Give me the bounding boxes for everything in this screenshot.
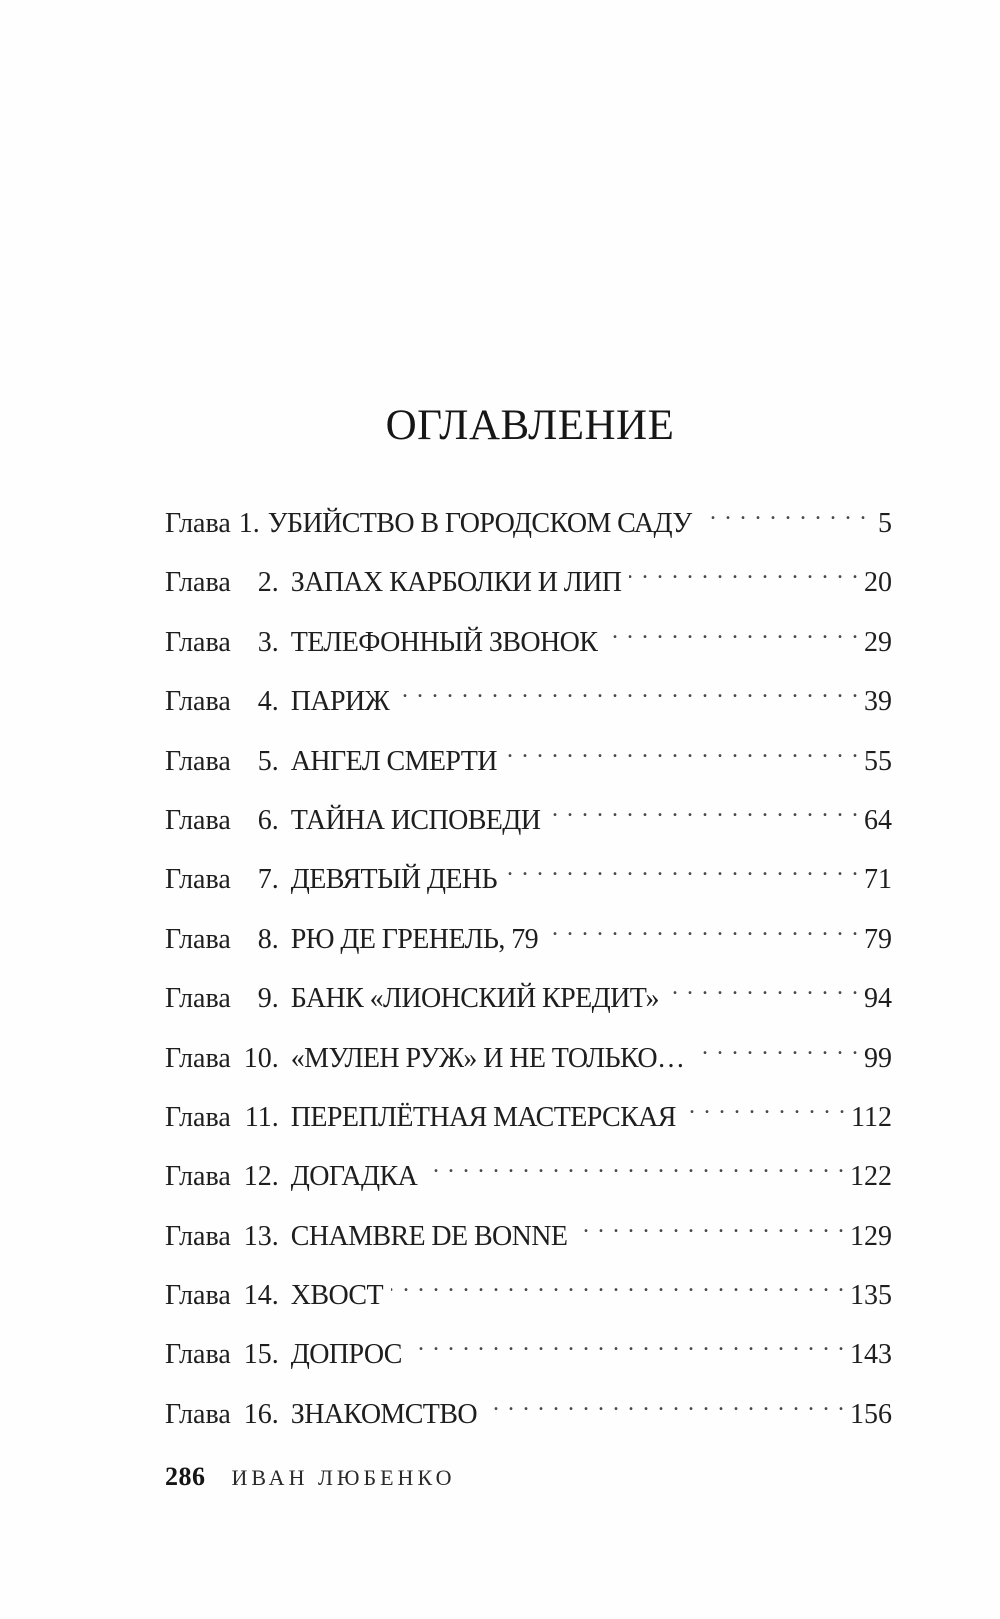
toc-entry [165,789,892,848]
toc-entry [165,1205,892,1264]
chapter-title: «МУЛЕН РУЖ» И НЕ ТОЛЬКО… [290,1042,685,1074]
chapter-word: Глава [165,1101,231,1133]
toc-entry [165,908,892,967]
dot-leader [425,1145,844,1185]
toc-list [165,492,892,1442]
chapter-page: 55 [864,745,892,777]
toc-entry [165,611,892,670]
toc-entry [165,1145,892,1204]
chapter-page: 99 [864,1042,892,1074]
dot-leader [692,1027,858,1067]
chapter-word: Глава [165,626,231,658]
dot-leader [397,670,858,710]
chapter-word: Глава [165,686,231,718]
chapter-title: ТЕЛЕФОННЫЙ ЗВОНОК [290,626,598,658]
chapter-title: ДОПРОС [290,1339,402,1371]
chapter-page: 122 [850,1161,892,1193]
dot-leader [546,908,858,948]
chapter-word: Глава [165,864,231,896]
chapter-word: Глава [165,745,231,777]
chapter-page: 94 [864,983,892,1015]
chapter-page: 71 [864,864,892,896]
chapter-number: 9. [257,983,279,1015]
chapter-page: 143 [850,1339,892,1371]
chapter-number: 8. [257,923,279,955]
toc-entry [165,551,892,610]
chapter-word: Глава [165,567,231,599]
chapter-number: 5. [257,745,279,777]
chapter-number: 4. [257,686,279,718]
chapter-number: 1. [238,508,260,539]
toc-entry [165,1086,892,1145]
dot-leader [548,789,858,829]
chapter-page: 79 [864,923,892,955]
chapter-word: Глава [165,1161,231,1193]
dot-leader [505,848,858,888]
chapter-number: 15. [243,1339,279,1371]
toc-entry [165,1323,892,1382]
dot-leader [684,1086,845,1126]
toc-entry [165,1027,892,1086]
dot-leader [700,492,866,532]
dot-leader [505,730,858,770]
chapter-title: РЮ ДЕ ГРЕНЕЛЬ, 79 [290,923,539,955]
chapter-page: 112 [851,1101,892,1133]
chapter-number: 11. [244,1101,279,1133]
toc-entry [165,967,892,1026]
toc-entry [165,730,892,789]
chapter-title: CHAMBRE DE BONNE [290,1220,568,1252]
chapter-page: 5 [878,508,892,539]
chapter-word: Глава [165,923,231,955]
chapter-word: Глава [165,1042,231,1074]
chapter-page: 29 [864,626,892,658]
chapter-page: 135 [850,1280,892,1312]
chapter-word: Глава [165,983,231,1015]
chapter-page: 20 [864,567,892,599]
dot-leader [575,1205,844,1245]
chapter-word: Глава [165,1280,231,1312]
chapter-word: Глава [165,1339,231,1371]
running-head-author: ИВАН ЛЮБЕНКО [231,1465,456,1490]
chapter-word: Глава [165,508,231,539]
chapter-title: ТАЙНА ИСПОВЕДИ [290,804,541,836]
page-footer [165,1462,455,1492]
dot-leader [485,1383,844,1423]
chapter-title: ДОГАДКА [290,1161,418,1193]
chapter-number: 3. [257,626,279,658]
chapter-title: ПАРИЖ [290,686,390,718]
chapter-number: 6. [257,804,279,836]
chapter-title: ЗНАКОМСТВО [290,1398,478,1430]
chapter-word: Глава [165,804,231,836]
chapter-number: 13. [243,1220,279,1252]
toc-entry [165,1264,892,1323]
chapter-number: 12. [243,1161,279,1193]
chapter-number: 10. [243,1042,279,1074]
chapter-page: 64 [864,804,892,836]
chapter-word: Глава [165,1220,231,1252]
chapter-number: 7. [257,864,279,896]
chapter-number: 16. [243,1398,279,1430]
chapter-word: Глава [165,1398,231,1430]
chapter-page: 39 [864,686,892,718]
chapter-title: УБИЙСТВО В ГОРОДСКОМ САДУ [267,508,692,539]
toc-entry [165,1383,892,1442]
chapter-page: 156 [850,1398,892,1430]
dot-leader [391,1264,844,1304]
chapter-title: ПЕРЕПЛЁТНАЯ МАСТЕРСКАЯ [290,1101,676,1133]
chapter-title: БАНК «ЛИОНСКИЙ КРЕДИТ» [290,983,659,1015]
page-number: 286 [165,1462,206,1491]
chapter-title: ХВОСТ [290,1280,384,1312]
chapter-page: 129 [850,1220,892,1252]
dot-leader [629,551,858,591]
toc-entry [165,670,892,729]
chapter-title: ДЕВЯТЫЙ ДЕНЬ [290,864,497,896]
toc-title: ОГЛАВЛЕНИЕ [385,401,675,449]
chapter-title: АНГЕЛ СМЕРТИ [290,745,497,777]
toc-entry [165,848,892,907]
toc-entry [165,492,892,551]
chapter-title: ЗАПАХ КАРБОЛКИ И ЛИП [290,567,622,599]
dot-leader [605,611,858,651]
chapter-number: 14. [243,1280,279,1312]
dot-leader [410,1323,844,1363]
chapter-number: 2. [257,567,279,599]
dot-leader [667,967,858,1007]
